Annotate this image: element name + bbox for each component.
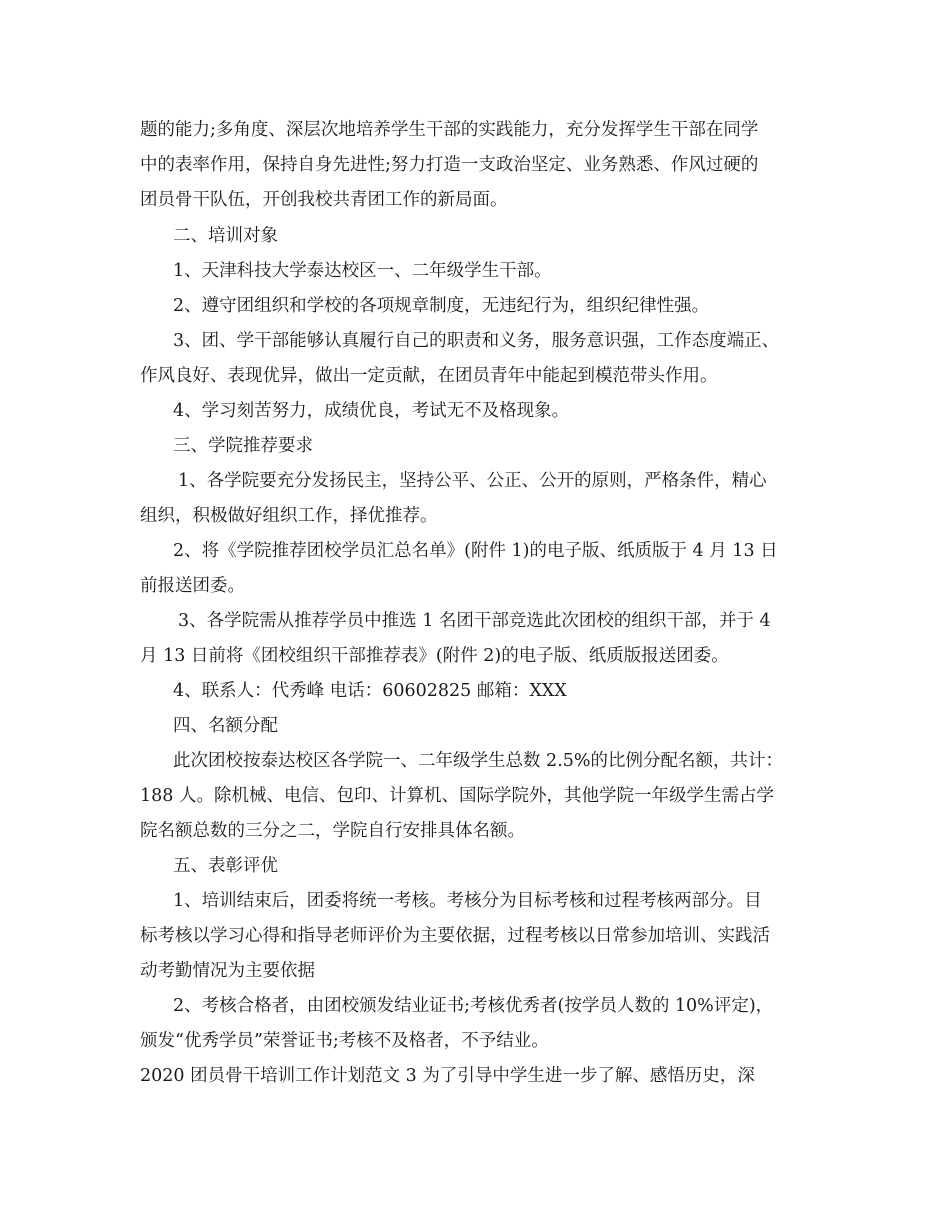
next-article-title-line: 2020 团员骨干培训工作计划范文 3 为了引导中学生进一步了解、感悟历史，深: [140, 1066, 755, 1086]
body-text-line: 颁发“优秀学员”荣誉证书;考核不及格者，不予结业。: [140, 1031, 549, 1051]
body-text-line: 标考核以学习心得和指导老师评价为主要依据，过程考核以日常参加培训、实践活: [140, 926, 770, 946]
body-text-line: 题的能力;多角度、深层次地培养学生干部的实践能力，充分发挥学生干部在同学: [140, 120, 759, 140]
section-heading-3: 三、学院推荐要求: [173, 436, 313, 456]
list-item: 3、各学院需从推荐学员中推选 1 名团干部竞选此次团校的组织干部，并于 4: [178, 611, 771, 631]
list-item: 1、培训结束后，团委将统一考核。考核分为目标考核和过程考核两部分。目: [173, 891, 762, 911]
body-text-line: 此次团校按泰达校区各学院一、二年级学生总数 2.5%的比例分配名额，共计：: [173, 751, 784, 771]
body-text-line: 院名额总数的三分之二，学院自行安排具体名额。: [140, 821, 525, 841]
body-text-line: 组织，积极做好组织工作，择优推荐。: [140, 506, 438, 526]
body-text-line: 团员骨干队伍，开创我校共青团工作的新局面。: [140, 190, 508, 210]
section-heading-5: 五、表彰评优: [173, 856, 278, 876]
list-item: 1、各学院要充分发扬民主，坚持公平、公正、公开的原则，严格条件，精心: [178, 471, 767, 491]
body-text-line: 前报送团委。: [140, 576, 245, 596]
section-heading-2: 二、培训对象: [173, 226, 278, 246]
body-text-line: 作风良好、表现优异，做出一定贡献，在团员青年中能起到模范带头作用。: [140, 366, 718, 386]
list-item: 4、学习刻苦努力，成绩优良，考试无不及格现象。: [173, 401, 570, 421]
list-item: 2、考核合格者，由团校颁发结业证书;考核优秀者(按学员人数的 10%评定)，: [173, 996, 774, 1016]
body-text-line: 动考勤情况为主要依据: [140, 961, 315, 981]
body-text-line: 188 人。除机械、电信、包印、计算机、国际学院外，其他学院一年级学生需占学: [140, 786, 774, 806]
list-item: 1、天津科技大学泰达校区一、二年级学生干部。: [173, 261, 552, 281]
list-item: 3、团、学干部能够认真履行自己的职责和义务，服务意识强，工作态度端正、: [173, 331, 780, 351]
section-heading-4: 四、名额分配: [173, 716, 278, 736]
body-text-line: 中的表率作用，保持自身先进性;努力打造一支政治坚定、业务熟悉、作风过硬的: [140, 155, 759, 175]
body-text-line: 月 13 日前将《团校组织干部推荐表》(附件 2)的电子版、纸质版报送团委。: [140, 646, 729, 666]
list-item: 2、遵守团组织和学校的各项规章制度，无违纪行为，组织纪律性强。: [173, 296, 710, 316]
list-item: 2、将《学院推荐团校学员汇总名单》(附件 1)的电子版、纸质版于 4 月 13 日: [173, 541, 778, 561]
contact-info: 4、联系人：代秀峰 电话：60602825 邮箱：XXX: [173, 681, 567, 701]
